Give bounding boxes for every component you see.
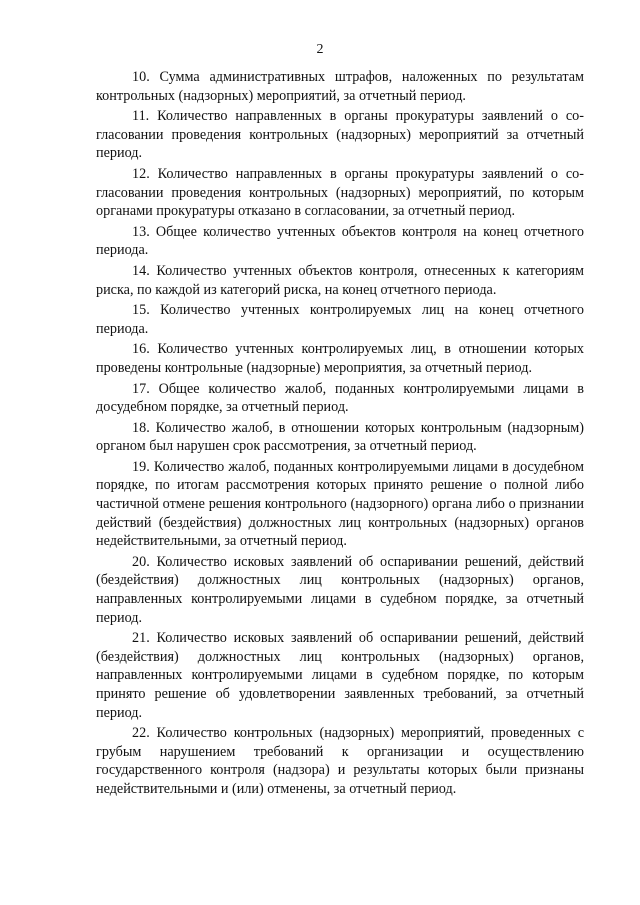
list-item-19: 19. Количество жалоб, поданных контролируемыми лицами в досудебном порядке, по итогам рассмотрения которых принято решение о полной либо частичной отмене решения контрольного (надзорного) органа либо о признании действий (бездействия) должностных лиц контрольных (надзорных) органов недействительными, за отчетный период. bbox=[96, 458, 584, 550]
list-item-21: 21. Количество исковых заявлений об оспаривании решений, действий (бездействия) должностных лиц контрольных (надзорных) органов, направленных контролируемыми лицами в судебном порядке, по которым принято решение об удовлетворении заявленных требований, за отчетный период. bbox=[96, 630, 584, 721]
list-item-20: 20. Количество исковых заявлений об оспаривании решений, действий (бездействия) должностных лиц контрольных (надзорных) органов, направленных контролируемыми лицами в судебном порядке, за отчетный период. bbox=[96, 553, 584, 626]
list-item-12: 12. Количество направленных в органы прокуратуры заявлений о согласовании проведения контрольных (надзорных) мероприятий, по которым органами прокуратуры отказано в согласовании, за отчетный период. bbox=[96, 165, 584, 220]
list-item-18: 18. Количество жалоб, в отношении которых контрольным (надзорным) органом был нарушен срок рассмотрения, за отчетный период. bbox=[96, 419, 584, 455]
list-item-11: 11. Количество направленных в органы прокуратуры заявлений о согласовании проведения контрольных (надзорных) мероприятий за отчетный период. bbox=[96, 108, 584, 162]
list-item-14: 14. Количество учтенных объектов контроля, отнесенных к категориям риска, по каждой из категорий риска, на конец отчетного периода. bbox=[96, 262, 584, 298]
list-item-13: 13. Общее количество учтенных объектов контроля на конец отчетного периода. bbox=[96, 223, 584, 259]
list-item-22: 22. Количество контрольных (надзорных) мероприятий, проведенных с грубым нарушением требований к организации и осуществлению государственного контроля (надзора) и результаты которых были признаны недействительными и (или) отменены, за отчетный период. bbox=[96, 725, 584, 797]
page-number: 2 bbox=[316, 42, 324, 57]
list-item-16: 16. Количество учтенных контролируемых лиц, в отношении которых проведены контрольные (надзорные) мероприятия, за отчетный период. bbox=[96, 341, 584, 376]
list-item-17: 17. Общее количество жалоб, поданных контролируемыми лицами в досудебном порядке, за отчетный период. bbox=[96, 380, 584, 416]
list-item-10: 10. Сумма административных штрафов, наложенных по результатам контрольных (надзорных) мероприятий, за отчетный период. bbox=[96, 69, 584, 104]
document-body bbox=[96, 68, 584, 801]
list-item-15: 15. Количество учтенных контролируемых лиц на конец отчетного периода. bbox=[96, 302, 584, 337]
